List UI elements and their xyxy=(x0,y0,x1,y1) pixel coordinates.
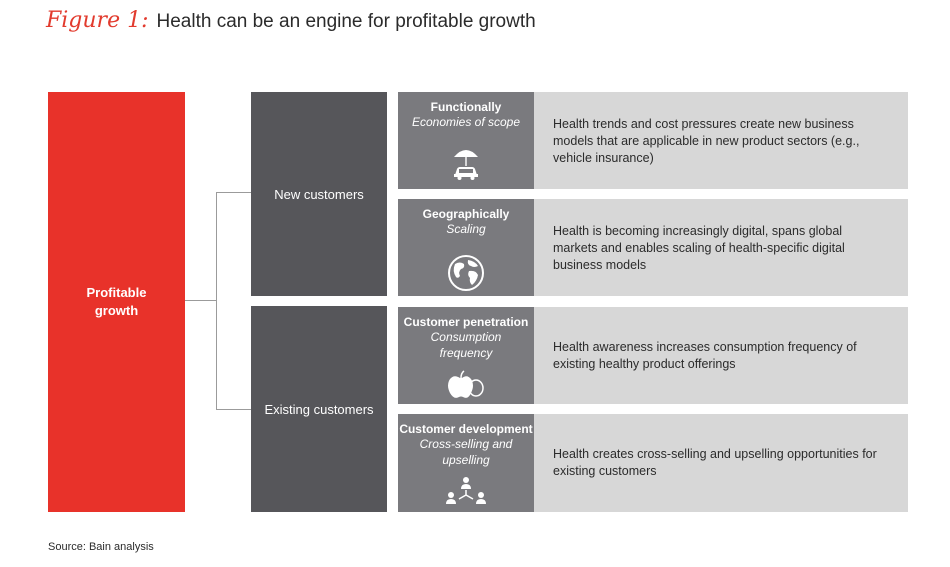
lever-subheading: Scaling xyxy=(446,222,486,236)
lever-subheading: Consumption frequency xyxy=(430,330,502,361)
profitable-growth-box xyxy=(48,92,185,512)
figure-title: Health can be an engine for profitable growth xyxy=(156,11,536,32)
lever-heading: Customer penetration xyxy=(403,315,529,329)
segment-new-customers-label: New customers xyxy=(274,186,364,202)
lever-functionally xyxy=(398,92,534,189)
lever-customer-penetration-description xyxy=(534,307,908,404)
lever-customer-development xyxy=(398,414,534,512)
lever-subheading: Economies of scope xyxy=(411,115,521,129)
lever-description: Health trends and cost pressures create new business models that are applicable in new product sectors (e.g., vehicle insurance) xyxy=(553,117,860,165)
lever-heading: Geographically xyxy=(422,207,510,221)
connector-root xyxy=(185,300,216,301)
lever-functionally-description xyxy=(534,92,908,189)
lever-subheading: Cross-selling and upselling xyxy=(419,437,513,468)
segment-existing-customers-label: Existing customers xyxy=(264,401,374,417)
profitable-growth-label: Profitable growth xyxy=(86,285,147,318)
segment-new-customers xyxy=(251,92,387,296)
lever-heading: Customer development xyxy=(399,422,533,436)
segment-existing-customers xyxy=(251,306,387,512)
source-note: Source: Bain analysis xyxy=(48,541,154,553)
figure-title-row xyxy=(46,8,536,40)
lever-heading: Functionally xyxy=(430,100,502,114)
globe-icon xyxy=(447,254,485,297)
lever-customer-penetration xyxy=(398,307,534,404)
lever-description: Health creates cross-selling and upselling opportunities for existing customers xyxy=(553,447,877,478)
fruit-icon xyxy=(446,370,486,405)
people-network-icon xyxy=(444,476,488,511)
figure-label: Figure 1: xyxy=(46,8,149,33)
lever-customer-development-description xyxy=(534,414,908,512)
lever-description: Health is becoming increasingly digital, spans global markets and enables scaling of health-specific digital business models xyxy=(553,224,845,272)
connector-new-customers xyxy=(216,192,251,193)
connector-existing-customers xyxy=(216,409,251,410)
umbrella-car-icon xyxy=(451,144,481,185)
connector-vertical xyxy=(216,192,217,409)
lever-geographically xyxy=(398,199,534,296)
lever-geographically-description xyxy=(534,199,908,296)
lever-description: Health awareness increases consumption frequency of existing healthy product offerings xyxy=(553,340,857,371)
